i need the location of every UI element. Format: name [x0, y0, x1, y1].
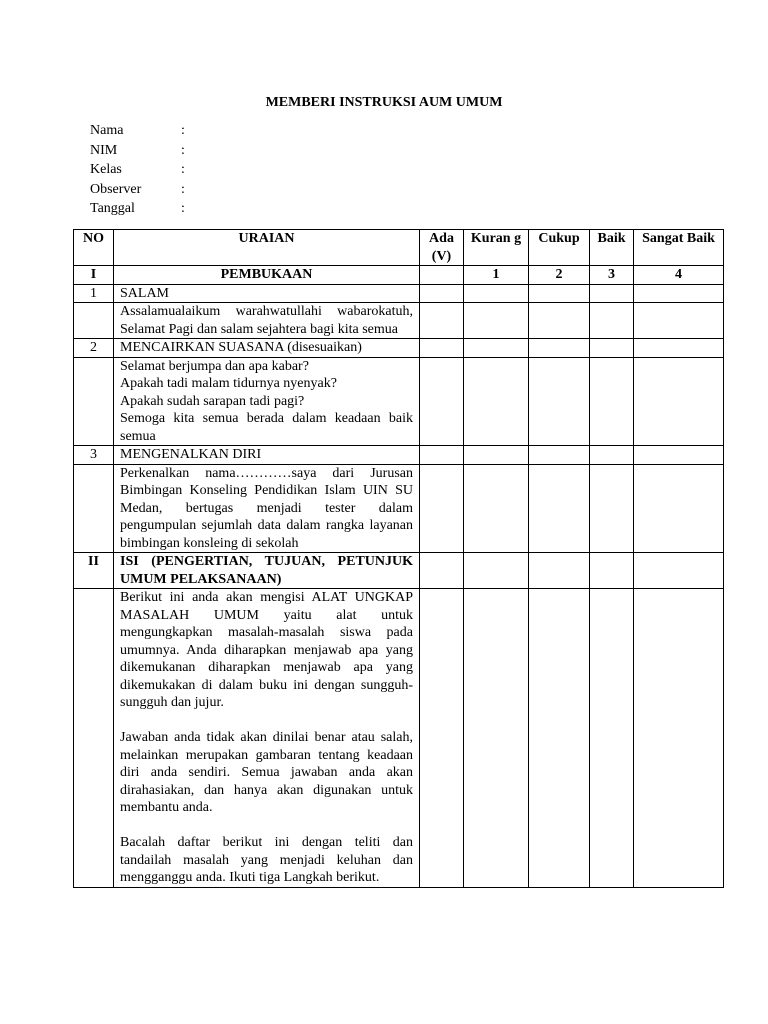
- empty-number-cell: [74, 303, 114, 339]
- instruction-paragraph: Berikut ini anda akan mengisi ALAT UNGKAP MASALAH UMUM yaitu alat untuk mengungkapkan masalah-masalah siswa pada umumnya. Anda diharapkan menjawab apa yang dikemukanan diharapkan menjawab apa yang dikemukakan di dalam buku ini dengan sungguh-sungguh dan jujur.: [120, 590, 413, 710]
- info-colon: :: [181, 181, 185, 197]
- score-cell[interactable]: [590, 464, 634, 553]
- item-number: 2: [74, 339, 114, 358]
- score-cell[interactable]: [529, 284, 590, 303]
- table-row-suasana-text: [74, 357, 724, 446]
- info-colon: :: [181, 142, 185, 158]
- col-header-sangat-baik: Sangat Baik: [634, 230, 724, 266]
- item-title: SALAM: [114, 284, 420, 303]
- score-cell[interactable]: [420, 284, 464, 303]
- info-label: Tanggal: [90, 201, 135, 216]
- paragraph-gap: [120, 817, 413, 835]
- info-colon: :: [181, 162, 185, 177]
- score-cell[interactable]: [420, 589, 464, 888]
- section-title: ISI (PENGERTIAN, TUJUAN, PETUNJUK UMUM PELAKSANAAN): [114, 553, 420, 589]
- section-number: II: [74, 553, 114, 589]
- instruction-paragraph: Jawaban anda tidak akan dinilai benar atau salah, melainkan merupakan gambaran tentang keadaan diri anda sendiri. Semua jawaban anda akan dirahasiakan, dan hanya akan digunakan untuk membantu anda.: [120, 730, 413, 815]
- score-cell[interactable]: [464, 339, 529, 358]
- info-label: NIM: [90, 142, 118, 158]
- table-row-diri: [74, 446, 724, 465]
- score-scale-1: 1: [464, 266, 529, 285]
- item-title: MENCAIRKAN SUASANA (disesuaikan): [114, 339, 420, 358]
- header-row: [74, 230, 724, 266]
- score-scale-2: 2: [529, 266, 590, 285]
- empty-number-cell: [74, 589, 114, 888]
- score-cell[interactable]: [634, 284, 724, 303]
- score-cell[interactable]: [529, 357, 590, 446]
- score-cell[interactable]: [590, 284, 634, 303]
- score-cell[interactable]: [529, 446, 590, 465]
- item-text: [114, 589, 420, 888]
- observation-table: [73, 229, 724, 888]
- score-cell[interactable]: [464, 284, 529, 303]
- score-cell[interactable]: [634, 464, 724, 553]
- col-header-uraian: URAIAN: [114, 230, 420, 266]
- section-title: PEMBUKAAN: [114, 266, 420, 285]
- info-colon: :: [181, 201, 185, 216]
- info-label: Kelas: [90, 162, 122, 177]
- item-text: [114, 357, 420, 446]
- score-cell[interactable]: [529, 303, 590, 339]
- score-cell[interactable]: [420, 303, 464, 339]
- item-number: 1: [74, 284, 114, 303]
- page-title: MEMBERI INSTRUKSI AUM UMUM: [265, 95, 503, 110]
- info-label: Observer: [90, 181, 142, 197]
- score-cell[interactable]: [420, 357, 464, 446]
- item-text: Assalamualaikum warahwatullahi wabarokatuh, Selamat Pagi dan salam sejahtera bagi kita semua: [114, 303, 420, 339]
- item-number: 3: [74, 446, 114, 465]
- table-row-diri-text: [74, 464, 724, 553]
- paragraph-gap: [120, 712, 413, 730]
- col-header-ada: Ada (V): [420, 230, 464, 266]
- score-scale-4: 4: [634, 266, 724, 285]
- section-row-pembukaan: [74, 266, 724, 285]
- score-cell[interactable]: [464, 553, 529, 589]
- col-header-baik: Baik: [590, 230, 634, 266]
- info-colon: :: [181, 123, 185, 138]
- score-cell-ada[interactable]: [420, 266, 464, 285]
- col-header-kurang: Kuran g: [464, 230, 529, 266]
- section-number: I: [74, 266, 114, 285]
- score-scale-3: 3: [590, 266, 634, 285]
- score-cell[interactable]: [420, 464, 464, 553]
- score-cell[interactable]: [464, 464, 529, 553]
- item-title: MENGENALKAN DIRI: [114, 446, 420, 465]
- score-cell[interactable]: [529, 589, 590, 888]
- score-cell[interactable]: [634, 303, 724, 339]
- col-header-cukup: Cukup: [529, 230, 590, 266]
- score-cell[interactable]: [529, 553, 590, 589]
- col-header-no: NO: [74, 230, 114, 266]
- score-cell[interactable]: [464, 446, 529, 465]
- text-line: Semoga kita semua berada dalam keadaan baik semua: [120, 411, 413, 444]
- score-cell[interactable]: [634, 339, 724, 358]
- score-cell[interactable]: [420, 446, 464, 465]
- score-cell[interactable]: [420, 553, 464, 589]
- score-cell[interactable]: [634, 357, 724, 446]
- score-cell[interactable]: [464, 357, 529, 446]
- table-row-salam-text: [74, 303, 724, 339]
- section-row-isi: [74, 553, 724, 589]
- table-row-suasana: [74, 339, 724, 358]
- table-row-salam: [74, 284, 724, 303]
- score-cell[interactable]: [590, 446, 634, 465]
- instruction-paragraph: Bacalah daftar berikut ini dengan teliti dan tandailah masalah yang menjadi keluhan dan mengganggu anda. Ikuti tiga Langkah berikut.: [120, 835, 413, 885]
- score-cell[interactable]: [590, 357, 634, 446]
- item-text: Perkenalkan nama…………saya dari Jurusan Bimbingan Konseling Pendidikan Islam UIN SU Medan, bertugas menjadi tester dalam pengumpulan sejumlah data dalam rangka layanan bimbingan konsleing di sekolah: [114, 464, 420, 553]
- info-label: Nama: [90, 123, 124, 138]
- score-cell[interactable]: [529, 464, 590, 553]
- score-cell[interactable]: [464, 303, 529, 339]
- score-cell[interactable]: [634, 446, 724, 465]
- score-cell[interactable]: [590, 553, 634, 589]
- score-cell[interactable]: [529, 339, 590, 358]
- empty-number-cell: [74, 464, 114, 553]
- text-line: Apakah sudah sarapan tadi pagi?: [120, 393, 305, 409]
- score-cell[interactable]: [590, 303, 634, 339]
- score-cell[interactable]: [634, 553, 724, 589]
- score-cell[interactable]: [590, 339, 634, 358]
- text-line: Selamat berjumpa dan apa kabar?: [120, 358, 309, 374]
- score-cell[interactable]: [420, 339, 464, 358]
- table-row-isi-text: [74, 589, 724, 888]
- score-cell[interactable]: [590, 589, 634, 888]
- empty-number-cell: [74, 357, 114, 446]
- score-cell[interactable]: [464, 589, 529, 888]
- text-line: Apakah tadi malam tidurnya nyenyak?: [120, 376, 337, 391]
- score-cell[interactable]: [634, 589, 724, 888]
